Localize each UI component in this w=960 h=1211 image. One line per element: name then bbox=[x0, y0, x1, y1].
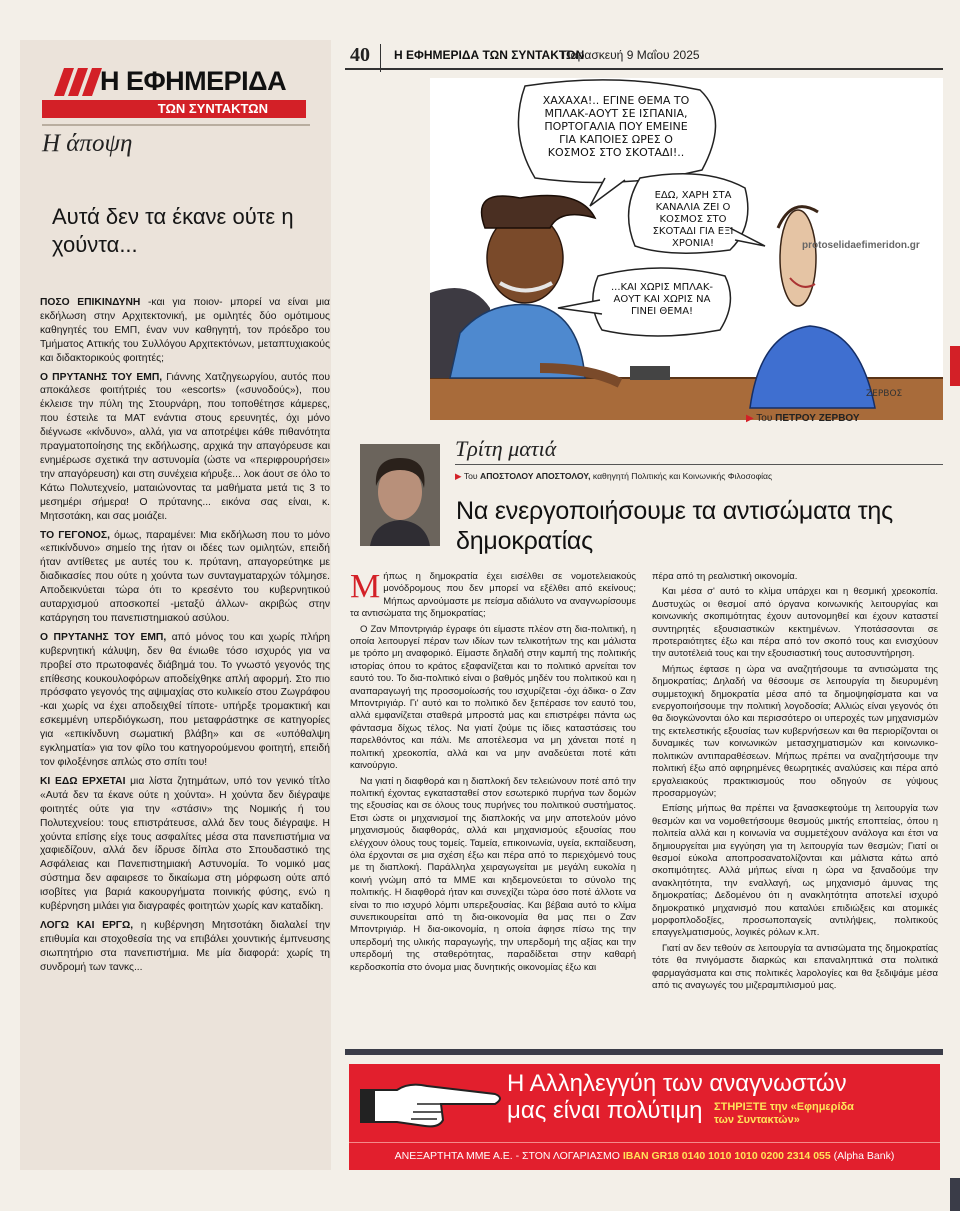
edge-mark bbox=[950, 346, 960, 386]
author-portrait-icon bbox=[360, 444, 440, 546]
author-role: καθηγητή Πολιτικής και Κοινωνικής Φιλοσοφίας bbox=[590, 471, 773, 481]
iban-prefix: ΑΝΕΞΑΡΤΗΤΑ ΜΜΕ Α.Ε. - ΣΤΟΝ ΛΟΓΑΡΙΑΣΜΟ bbox=[394, 1150, 623, 1162]
credit-prefix: Του bbox=[756, 413, 776, 424]
paragraph-text: Γιάννης Χατζηγεωργίου, αυτός που αποκάλεσε φοιτήτριές του «escorts» («συνοδούς»), που έκλεισε την πύλη της Στουρνάρη, που τοποθέτησε κάμερες, που έστειλε τα ΜΑΤ ενάντια στους ερευνητές, όχι μόνο διέγνωσε «κίνδυνο», αλλά, για να αποτρέψει κάθε πιθανότητα πραγματοποίησης της εκδήλωσης, αρχικά την απαγόρευσε και ενημέρωσε σχετικά την αστυνομία (ώστε να «περιφρουρήσει» την απαγόρευση) και στη συνέχεια κήρυξε... λοκ άουτ σε όλο το Κάτω Πολυτεχνείο, ματαιώνοντας τα μαθήματα μετά τις 3 το μεσημέρι σήμερα! Ο πρύτανης... εικόνα σας είναι, κ. Μητσοτάκη, και σας μοιάζει. bbox=[40, 371, 330, 522]
article-paragraph: Γιατί αν δεν τεθούν σε λειτουργία τα αντισώματα της δημοκρατίας τότε θα πνιγόμαστε διαρκώς και επαναληπτικά στα πολιτικά φαρμαγάσματα και στις πολιτικές λαρολογίες και θα ξεδιψάμε μέσα από τις αναγωγές του μιζεραμπιλισμού μας. bbox=[652, 942, 938, 991]
divider bbox=[349, 1142, 940, 1143]
article-column-1 bbox=[350, 568, 636, 977]
article-paragraph: Ο Ζαν Μποντριγιάρ έγραφε ότι είμαστε πλέον στη δια-πολιτική, η οποία λειτουργεί πέραν των ιδίων των τελικοτήτων της και μάλιστα με τρόπο μη αναφορικό. Είμαστε δηλαδή στην καμπή της πολιτικής ιστορίας όπου το κράτος εξαφανίζεται και το πολιτικό αρνείται τον εαυτό του. Το δια-πολιτικό είναι ο βαθμός μηδέν του πολιτικού και η αναπαραγωγή της προσομοίωσής του ισχυρίζεται -όχι άδικα- ο Ζαν Μποντριγιάρ. Γι' αυτό και το πολιτικό δεν ξεπέρασε τον εαυτό του, αλλά εμφανίζεται σταθερά μπροστά μας και επιστρέφει πάντα ως φάντασμα δίχως τέλος. Να γιατί ζούμε τις ίδιες καταστάσεις του παρελθόντος και πάλι. Με αποτέλεσμα να μη χάνεται ποτέ η πολιτική χρεοκοπία, αλλά και να μην αναδεύεται ποτέ κάτι καινούργιο. bbox=[350, 623, 636, 772]
opinion-title: Αυτά δεν τα έκανε ούτε η χούντα... bbox=[52, 204, 294, 257]
triangle-icon: ▶ bbox=[746, 413, 757, 424]
opinion-paragraph bbox=[40, 371, 330, 524]
opinion-body bbox=[40, 296, 330, 980]
paper-name: Η ΕΦΗΜΕΡΙΔΑ ΤΩΝ ΣΥΝΤΑΚΤΩΝ bbox=[394, 48, 585, 62]
speech-bubble-2: ΕΔΩ, ΧΑΡΗ ΣΤΑ ΚΑΝΑΛΙΑ ΖΕΙ Ο ΚΟΣΜΟΣ ΣΤΟ ΣΚΟΤΑΔΙ ΓΙΑ ΕΞΙ ΧΡΟΝΙΑ! bbox=[652, 190, 734, 249]
iban-label: IBAN bbox=[622, 1150, 649, 1162]
article-paragraph: πέρα από τη ρεαλιστική οικονομία. bbox=[652, 571, 798, 582]
author-prefix: Του bbox=[463, 471, 481, 481]
header-rule bbox=[345, 68, 943, 70]
triangle-icon: ▶ bbox=[455, 471, 464, 481]
paragraph-text: όμως, παραμένει: Μια εκδήλωση που το μόνο «επικίνδυνο» σημείο της ήταν οι ιδέες των ομιλητών, επειδή ήταν αντίθετες με αυτές του κ. πρύτανη, απαγορεύτηκε με διαδικασίες που ούτε η χούντα των συνταγματαρχών τόλμησε. Αποδεικνύεται τώρα ότι το κρεσέντο του κυβερνητικού αυταρχισμού αποσκοπεί -μεταξύ άλλων- ακριβώς στην κατάργηση του πανεπιστημιακού ασύλου. bbox=[40, 529, 330, 624]
article-paragraph: Να γιατί η διαφθορά και η διαπλοκή δεν τελειώνουν ποτέ από την πολιτική έχοντας εγκατασταθεί στον εσωτερικό πυρήνα των δομών της εξουσίας και σε όλους τους πυρήνες του πολιτικού συστήματος. Ετσι ώστε οι μηχανισμοί της διαπλοκής να μην αποτελούν μόνο μηχανισμούς διαφθοράς, αλλά και μηχανισμούς εξουσίας που ελέγχουν όλους τους τομείς. Ταμεία, επικοινωνία, υγεία, εκπαίδευση, όλα έρχονται σε μια σχέση έξω και πέρα από το περιεχόμενό τους με τη διαπλοκή. Παράλληλα χειραγωγείται με μεγάλη ευκολία η κοινή γνώμη από τα ΜΜΕ και κηδεμονεύεται το σύνολο της πολιτικής. Η διαφθορά ήταν και συνεχίζει τώρα όσο ποτέ άλλοτε να είναι το πιο ισχυρό λόμπι υπερεξουσίας. Και βέβαια αυτό το κλίμα συνεπικουρείται από τη δια-οικονομία θα μας πει ο Ζαν Μποντριγιάρ. Η δια-οικονομία, η οποία άφησε πίσω της την υπερδομή της υλικής παραγωγής, την υπερδομή της αξίας και την υπερδομή της σταθερότητας, παραδίδεται στην καθαρή κερδοσκοπία στο όνομα μιας δυνητικής οικονομίας έξω και bbox=[350, 775, 636, 973]
opinion-paragraph bbox=[40, 296, 330, 366]
cartoon-signature: ΖΕΡΒΟΣ bbox=[866, 389, 903, 399]
support-line-2: των Συντακτών» bbox=[714, 1114, 800, 1126]
logo-sub-text: ΤΩΝ ΣΥΝΤΑΚΤΩΝ bbox=[42, 100, 306, 118]
logo-main-text: Η ΕΦΗΜΕΡΙΔΑ bbox=[100, 66, 287, 96]
paragraph-lead: ΠΟΣΟ ΕΠΙΚΙΝΔΥΝΗ bbox=[40, 297, 141, 308]
divider bbox=[42, 124, 310, 126]
iban-number: GR18 0140 1010 1010 0200 2314 055 bbox=[648, 1150, 831, 1162]
section-label: Η άποψη bbox=[42, 130, 133, 157]
divider bbox=[455, 464, 943, 465]
paragraph-text: από μόνος του και χωρίς πλήρη κυβερνητική κάλυψη, δεν θα ένιωθε τόσο ισχυρός για να προβεί στο πρωτοφανές διάβημά του. Το γνωστό γεγονός της επίθεσης κουκουλοφόρων αποδείχθηκε απλή αφορμή. Στο πιο πρόσφατο γεγονός της αψιμαχίας στο κυλικείο στου Ζωγράφου -και χωρίς να έχει αποδειχθεί τίποτε- υπήρξε τρομακτική και εσκεμμένη υπερδιόγκωση, που μεταφράστηκε σε κατηγορίες για «επικίνδυνη σωματική βλάβη» και σε «υπόθαλψη εγκληματία» για τον φίλο του κατηγορούμενου φοιτητή, επειδή τον φιλοξένησε απλώς στο σπίτι του! bbox=[40, 631, 330, 768]
edge-mark bbox=[950, 1178, 960, 1211]
article-column-2 bbox=[652, 571, 938, 995]
iban-line bbox=[349, 1150, 940, 1162]
support-line-1: ΣΤΗΡΙΞΤΕ την «Εφημερίδα bbox=[714, 1101, 854, 1113]
section-kicker: Τρίτη ματιά bbox=[455, 436, 557, 461]
credit-name: ΠΕΤΡΟΥ ΖΕΡΒΟΥ bbox=[775, 413, 860, 424]
pointing-hand-icon bbox=[357, 1076, 507, 1130]
speech-bubble-1: ΧΑΧΑΧΑ!.. ΕΓΙΝΕ ΘΕΜΑ ΤΟ ΜΠΛΑΚ-ΑΟΥΤ ΣΕ ΙΣΠΑΝΙΑ, ΠΟΡΤΟΓΑΛΙΑ ΠΟΥ ΕΜΕΙΝΕ ΓΙΑ ΚΑΠΟΙΕΣ ΩΡΕΣ Ο ΚΟΣΜΟΣ ΣΤΟ ΣΚΟΤΑΔΙ!.. bbox=[542, 94, 690, 159]
ad-support-text bbox=[714, 1101, 854, 1127]
opinion-paragraph bbox=[40, 529, 330, 626]
paragraph-text: μια λίστα ζητημάτων, υπό τον γενικό τίτλο «Αυτά δεν τα έκανε ούτε η χούντα». Η χούντα δεν διέγραψε φοιτητές ούτε για την «στάσιν» της Νομικής ή του Πολυτεχνείου: τους επιστράτευσε, αλλά δεν τους διέγραψε. Η χούντα επίσης είχε τους ασφαλίτες μέσα στα πανεπιστήμια να χαφιεδίζουν, αλλά δεν ίδρυσε δίπλα στο Σπουδαστικό της Ασφάλειας και Πανεπιστημιακή Αστυνομία. Το νομικό μας σύστημα δεν αφαιρεσε το δικαίωμα στη μόρφωση ούτε από ισοβίτες για βαριά κακουργήματα ποινικής φύσης, ενώ η κυβέρνηση μιλάει για διαγραφές φοιτητών χωρίς καν καταδίκη. bbox=[40, 775, 330, 913]
iban-bank: (Alpha Bank) bbox=[830, 1150, 895, 1162]
opinion-paragraph bbox=[40, 775, 330, 914]
article-paragraph bbox=[350, 568, 636, 621]
cartoon-credit bbox=[746, 413, 860, 424]
opinion-paragraph bbox=[40, 919, 330, 975]
paragraph-lead: ΤΟ ΓΕΓΟΝΟΣ, bbox=[40, 529, 110, 541]
speech-bubble-3: ...ΚΑΙ ΧΩΡΙΣ ΜΠΛΑΚ-ΑΟΥΤ ΚΑΙ ΧΩΡΙΣ ΝΑ ΓΙΝΕΙ ΘΕΜΑ! bbox=[610, 282, 714, 317]
paragraph-text: -και για ποιον- μπορεί να είναι μια εκδήλωση στην Αρχιτεκτονική, με ομιλητές δύο ομότιμους καθηγητές του ΕΜΠ, έναν νυν καθηγητή, τον πρόεδρο του Τμήματος Αττικής του Συλλόγου Αρχιτεκτόνων, μεταπτυχιακούς και διδακτορικούς φοιτητές; bbox=[40, 297, 330, 364]
paragraph-text: η κυβέρνηση Μητσοτάκη διαλαλεί την επιθυμία και στοχοθεσία της να επιβάλει χουντικής έμπνευσης σιωπητήριο στα πανεπιστήμια. Με μία διαφορά: χωρίς τη συνδρομή των τανκς... bbox=[40, 919, 330, 973]
section-divider bbox=[345, 1049, 943, 1055]
author-byline bbox=[455, 471, 772, 482]
paragraph-text: ήπως η δημοκρατία έχει εισέλθει σε νομοτελειακούς μονόδρομους που δεν μπορεί να εξέλθει από εκείνους; Μήπως αρνούμαστε με πείσμα αδιάλυτο να αναγνωρίσουμε τα αντισώματα της δημοκρατίας; bbox=[350, 571, 636, 620]
ad-title-line-1: Η Αλληλεγγύη των αναγνωστών bbox=[507, 1070, 847, 1097]
watermark-text: protoselidaefimeridon.gr bbox=[802, 240, 920, 251]
ad-title-line-2: μας είναι πολύτιμη bbox=[507, 1097, 703, 1124]
opinion-paragraph bbox=[40, 631, 330, 770]
issue-date: Παρασκευή 9 Μαΐου 2025 bbox=[562, 48, 700, 62]
paragraph-lead: Ο ΠΡΥΤΑΝΗΣ ΤΟΥ ΕΜΠ, bbox=[40, 631, 167, 643]
paragraph-lead: ΛΟΓΩ ΚΑΙ ΕΡΓΩ, bbox=[40, 919, 134, 931]
drop-cap: Μ bbox=[350, 568, 381, 605]
solidarity-ad bbox=[349, 1064, 940, 1170]
article-paragraph: Και μέσα σ' αυτό το κλίμα υπάρχει και η θεσμική χρεοκοπία. Δυστυχώς οι θεσμοί από όργανα κοινωνικής λειτουργίας και κοινωνικής σκοπιμότητας έχουν αυτονομηθεί και έχουν καταστεί συντηρητές εξουσιαστικών κεκτημένων. Υποτάσσονται σε προτεραιότητες έξω και πέρα από τον σκοπό τους και ενισχύουν την αυτοτέλειά τους και την εξουσιαστική τους αυτοσυντήρηση. bbox=[652, 586, 938, 660]
opinion-column bbox=[20, 40, 331, 1170]
article-headline: Να ενεργοποιήσουμε τα αντισώματα της δημοκρατίας bbox=[456, 497, 893, 555]
author-name: ΑΠΟΣΤΟΛΟΥ ΑΠΟΣΤΟΛΟΥ, bbox=[480, 471, 591, 481]
page-number: 40 bbox=[350, 44, 370, 66]
article-paragraph: Επίσης μήπως θα πρέπει να ξανασκεφτούμε τη λειτουργία των θεσμών και να νομοθετήσουμε θεσμούς μικτής εποπτείας, όπου η πολιτεία αλλά και η κοινωνία να συμμετέχουν ανάλογα και έτσι να δημιουργείται μια εγγύηση για τη λειτουργία των θεσμών; Γιατί οι θεσμοί εύκολα αποπροσανατολίζονται και μάλιστα κάτω από σκοπιμότητες. Αλλά μήπως είναι η ώρα να ξαναδούμε την ανακλητότητα, την εναλλαγή, ως μηχανισμό άμυνας της δημοκρατίας; Δεδομένου ότι η ανακλητότητα αποτελεί ισχυρό δημοκρατικό μηχανισμό που καταλύει επιδιώξεις και ατομικές μορφοπλοδοξίες, προσωποπαγείς αντιλήψεις, πολιτικούς επαγγελματισμούς, λογικές ρόλων κ.λπ. bbox=[652, 803, 938, 939]
article-paragraph: Μήπως έφτασε η ώρα να αναζητήσουμε τα αντισώματα της δημοκρατίας; Δηλαδή να θέσουμε σε λειτουργία τη διευρυμένη συμμετοχική δημοκρατία μέσα από τα δημοψηφίσματα και να ενεργοποιήσουμε την πολιτική λογοδοσία; Αλλιώς είναι γεγονός ότι θα διογκώνονται όλο και περισσότερο οι υπεροχές των μηχανισμών της εκτελεστικής εξουσίας των κυβερνήσεων και θα περιορίζονται οι δυναμικές των κοινωνικών μετασχηματισμών και κοινωνικο-πολιτικών αντιπαραθέσεων. Μήπως πρέπει να αναζητήσουμε την πολιτική έξω από αφηρημένες θεωρητικές αναλύσεις και πέρα από εργαλειακούς πρακτικισμούς που οδηγούν σε γύψους προσαρμογών; bbox=[652, 663, 938, 799]
author-photo bbox=[360, 444, 440, 546]
paragraph-lead: Ο ΠΡΥΤΑΝΗΣ ΤΟΥ ΕΜΠ, bbox=[40, 371, 163, 383]
paragraph-lead: ΚΙ ΕΔΩ ΕΡΧΕΤΑΙ bbox=[40, 775, 126, 787]
